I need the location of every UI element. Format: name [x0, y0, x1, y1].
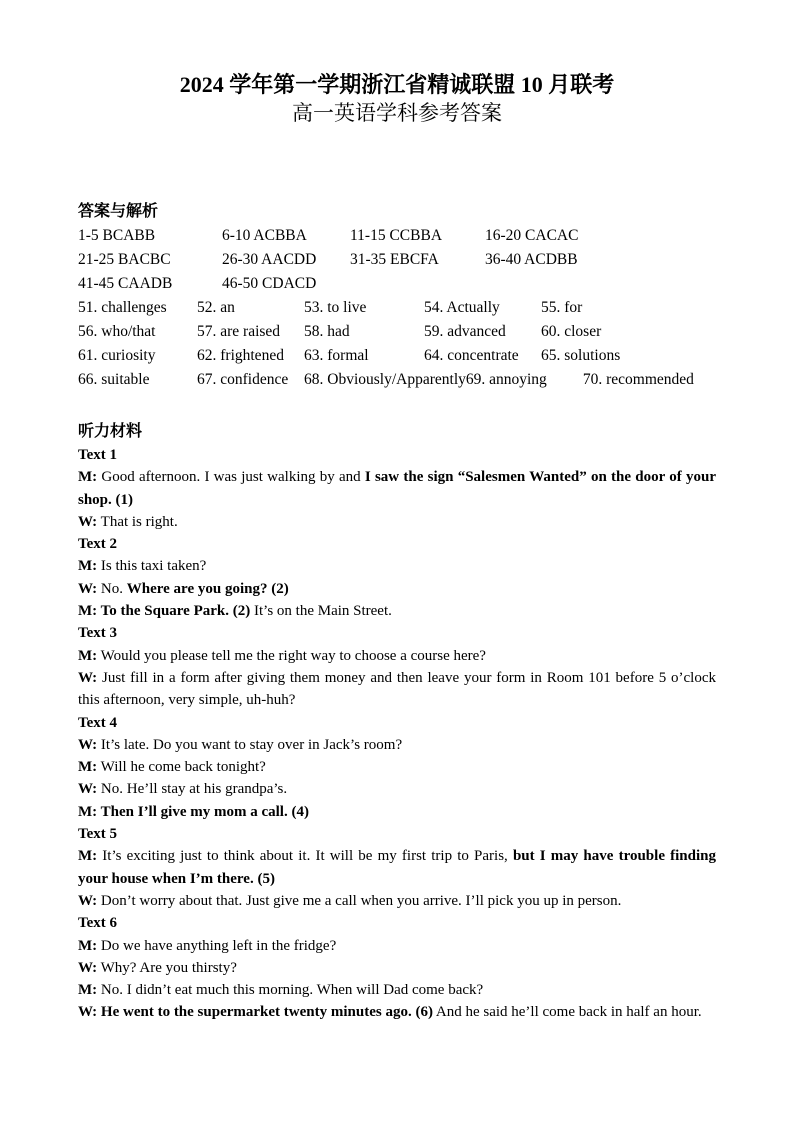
text-label: Text 4 — [78, 714, 118, 731]
answer-row — [78, 368, 716, 392]
dialogue-line: W: It’s late. Do you want to stay over in Jack’s room? — [78, 736, 403, 753]
answer-cell: 46-50 CDACD — [222, 275, 317, 292]
text-label: Text 6 — [78, 915, 118, 932]
answer-cell: 55. for — [541, 299, 583, 316]
dialogue-line: W: He went to the supermarket twenty minutes ago. (6) And he said he’ll come back in half an hour. — [78, 1004, 702, 1021]
answer-cell: 54. Actually — [424, 299, 500, 316]
answer-cell: 66. suitable — [78, 371, 150, 388]
answer-key-section — [78, 200, 716, 392]
dialogue-line: W: That is right. — [78, 513, 178, 530]
dialogue-line: W: Just fill in a form after giving them money and then leave your form in Room 101 before 5 o’clock this afternoon, very simple, uh-huh? — [78, 669, 716, 709]
dialogue-line: W: No. He’ll stay at his grandpa’s. — [78, 781, 288, 798]
text-label: Text 3 — [78, 625, 118, 642]
answer-cell: 62. frightened — [197, 347, 284, 364]
answer-cell: 63. formal — [304, 347, 369, 364]
dialogue-line: M: Do we have anything left in the fridge? — [78, 937, 337, 954]
dialogue-line: W: No. Where are you going? (2) — [78, 580, 289, 597]
answer-cell: 69. annoying — [465, 371, 547, 388]
text-label: Text 2 — [78, 536, 118, 553]
listening-heading: 听力材料 — [78, 423, 143, 440]
answer-row — [78, 320, 716, 344]
answer-cell: 65. solutions — [541, 347, 621, 364]
answer-cell: 26-30 AACDD — [222, 251, 317, 268]
text-label: Text 1 — [78, 447, 118, 463]
answer-cell: 1-5 BCABB — [78, 227, 156, 244]
fill-answer-grid — [78, 296, 716, 392]
document-subtitle: 高一英语学科参考答案 — [292, 101, 502, 125]
listening-section — [78, 420, 716, 1024]
listening-transcripts — [78, 444, 716, 1024]
text-label: Text 5 — [78, 826, 118, 843]
dialogue-line: M: No. I didn’t eat much this morning. When will Dad come back? — [78, 982, 484, 999]
dialogue-line: M: Will he come back tonight? — [78, 759, 266, 776]
choice-answer-grid — [78, 224, 716, 296]
answer-cell: 53. to live — [304, 299, 367, 316]
answer-cell: 36-40 ACDBB — [485, 251, 578, 268]
answer-cell: 70. recommended — [582, 371, 694, 388]
answer-cell: 16-20 CACAC — [485, 227, 579, 244]
answer-cell: 68. Obviously/Apparently — [304, 371, 466, 388]
answer-row — [78, 272, 716, 296]
dialogue-line: M: Would you please tell me the right way to choose a course here? — [78, 647, 486, 664]
answer-row — [78, 296, 716, 320]
answer-cell: 31-35 EBCFA — [350, 251, 439, 268]
answer-cell: 51. challenges — [78, 299, 167, 316]
dialogue-line: M: Good afternoon. I was just walking by and I saw the sign “Salesmen Wanted” on the door of your shop. (1) — [78, 469, 716, 508]
dialogue-line: M: Then I’ll give my mom a call. (4) — [78, 803, 309, 820]
dialogue-line: M: To the Square Park. (2) It’s on the Main Street. — [78, 603, 392, 620]
answer-row — [78, 248, 716, 272]
answer-cell: 67. confidence — [197, 371, 289, 388]
answer-cell: 57. are raised — [197, 323, 281, 340]
answer-row — [78, 344, 716, 368]
answer-cell: 61. curiosity — [78, 347, 156, 364]
answer-cell: 11-15 CCBBA — [350, 227, 443, 244]
answer-cell: 60. closer — [541, 323, 602, 340]
document-title: 2024 学年第一学期浙江省精诚联盟 10 月联考 — [179, 72, 615, 97]
answer-row — [78, 224, 716, 248]
answer-cell: 21-25 BACBC — [78, 251, 171, 268]
dialogue-line: W: Don’t worry about that. Just give me a call when you arrive. I’ll pick you up in person. — [78, 892, 622, 909]
answer-cell: 52. an — [197, 299, 235, 316]
answer-cell: 56. who/that — [78, 323, 156, 340]
answer-cell: 41-45 CAADB — [78, 275, 173, 292]
dialogue-line: W: Why? Are you thirsty? — [78, 959, 237, 976]
dialogue-line: M: It’s exciting just to think about it. It will be my first trip to Paris, but I may have trouble finding your house when I’m there. (5) — [78, 848, 716, 887]
answer-cell: 58. had — [304, 323, 350, 340]
answer-cell: 59. advanced — [424, 323, 506, 340]
dialogue-line: M: Is this taxi taken? — [78, 558, 207, 575]
answers-heading: 答案与解析 — [78, 203, 159, 220]
answer-cell: 64. concentrate — [424, 347, 519, 364]
answer-cell: 6-10 ACBBA — [222, 227, 307, 244]
